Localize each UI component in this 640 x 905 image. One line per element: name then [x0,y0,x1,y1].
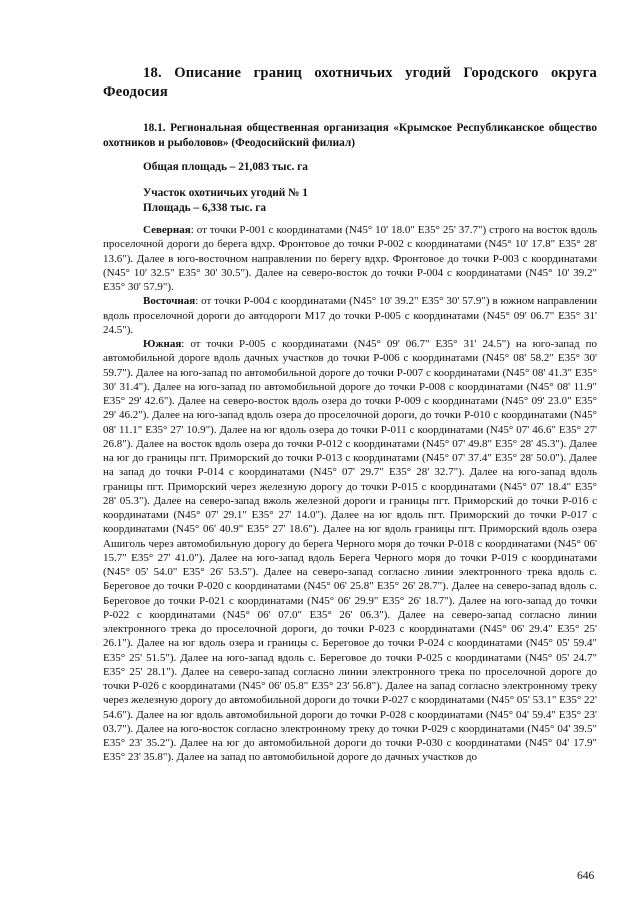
boundary-north-label: Северная [143,224,191,236]
parcel-area: Площадь – 6,338 тыс. га [143,202,266,214]
total-area: Общая площадь – 21,083 тыс. га [143,161,308,173]
boundary-descriptions [103,223,597,765]
boundary-east-label: Восточная [143,295,196,308]
document-page [103,64,597,765]
boundary-north [103,223,597,294]
page-number: 646 [577,870,595,882]
organization-heading: 18.1. Региональная общественная организация «Крымское Республиканское общество охотников и рыболовов» (Феодосийский филиал) [103,122,597,149]
boundary-east-text: : от точки Р-004 с координатами (N45° 10' 39.2" E35° 30' 57.9") в южном направлении вдоль проселочной дороги до автодороги М17 до точки Р-005 с координатами (N45° 09' 06.7" E35° 31' 24.5"). [103,295,597,336]
boundary-east [103,294,597,337]
boundary-south [103,337,597,765]
boundary-south-text: : от точки Р-005 с координатами (N45° 09' 06.7" E35° 31' 24.5") на юго-запад по автомобильной дороге вдоль дачных участков до точки Р-006 с координатами (N45° 08' 58.2" E35° 30' 59.7"). Далее на юго-запад по автомобильной дороге до точки Р-007 с координатами (N45° 08' 41.3" E35° 30' 31.4"). Далее на юго-запад по автомобильной дороге до точки Р-008 с координатами (N45° 08' 11.9" E35° 29' 42.6"). Далее на северо-восток вдоль озера до точки Р-009 с координатами (N45° 09' 23.0" E35° 29' 46.2"). Далее на юго-запад вдоль озера до проселочной дороги, до точки Р-010 с координатами (N45° 08' 11.1" E35° 27' 10.9"). Далее на юг вдоль озера до точки Р-011 с координатами (N45° 07' 46.6" E35° 27' 26.8"). Далее на восток вдоль озера до точки Р-012 с координатами (N45° 07' 49.8" E35° 28' 45.3"). Далее на юг до границы пгт. Приморский до точки Р-013 с координатами (N45° 07' 37.4" E35° 28' 50.0"). Далее на запад до точки Р-014 с координатами (N45° 07' 29.7" E35° 28' 32.7"). Далее на юго-запад вдоль границы пгт. Приморский через железную дорогу до точки Р-015 с координатами (N45° 07' 18.4" E35° 28' 05.3"). Далее на северо-запад вжоль железной дороги и границы пгт. Приморский до точки Р-016 с координатами (N45° 07' 29.1" E35° 27' 14.0"). Далее на юг вдоль пгт. Приморский до точки Р-017 с координатами (N45° 06' 40.9" E35° 27' 18.6"). Далее на юг вдоль границы пгт. Приморский вдоль озера Ашиголь через автомобильную дорогу до берега Черного моря до точки Р-018 с координатами (N45° 06' 15.7" E35° 27' 41.0"). Далее на юго-запад вдоль Берега Черного моря до точки Р-019 с координатами (N45° 05' 54.0" E35° 26' 53.5"). Далее на северо-запад согласно линии электронного трека вдоль с. Береговое до точки Р-020 с координатами (N45° 06' 25.8" E35° 26' 28.7"). Далее на северо-запад вдоль с. Береговое до точки Р-021 с координатами (N45° 06' 29.9" E35° 26' 18.7"). Далее на юго-запад до точки Р-022 с координатами (N45° 06' 07.0" E35° 26' 06.3"). Далее на северо-запад согласно линии электронного трека до проселочной дороги, до точки Р-023 с координатами (N45° 06' 29.4" E35° 25' 26.1"). Далее на юг вдоль озера и границы с. Береговое до точки Р-024 с координатами (N45° 05' 59.4" E35° 25' 51.5"). Далее на юго-запад вдоль с. Береговое до точки Р-025 с координатами (N45° 05' 24.7" E35° 25' 28.1"). Далее на северо-запад согласно линии электронного трека по проселочной дороге до точки Р-026 с координатами (N45° 06' 05.8" E35° 23' 56.8"). Далее на запад согласно электронному треку через железную дорогу до автомобильной дороги до точки Р-027 с координатами (N45° 05' 53.1" E35° 22' 54.6"). Далее на юг вдоль автомобильной дороги до точки Р-028 с координатами (N45° 04' 59.4" E35° 23' 03.7"). Далее на юго-восток согласно электронному треку до точки Р-029 с координатами (N45° 04' 39.5" E35° 23' 35.2"). Далее на юг до автомобильной дороги до точки Р-030 с координатами (N45° 04' 17.9" E35° 23' 35.8"). Далее на запад по автомобильной дороге до дачных участков до [103,338,598,764]
boundary-north-text: : от точки Р-001 с координатами (N45° 10' 18.0" E35° 25' 37.7") строго на восток вдоль проселочной дороги до берега вдхр. Фронтовое до точки Р-002 с координатами (N45° 10' 17.8" E35° 28' 13.6"). Далее в юго-восточном направлении по берегу вдхр. Фронтовое до точки Р-003 с координатами (N45° 10' 32.5" E35° 30' 30.5"). Далее на северо-восток до точки Р-004 с координатами (N45° 10' 39.2" E35° 30' 57.9"). [103,224,597,293]
parcel-title: Участок охотничьих угодий № 1 [143,187,308,199]
section-heading: 18. Описание границ охотничьих угодий Городского округа Феодосия [103,65,597,100]
boundary-south-label: Южная [143,338,182,350]
